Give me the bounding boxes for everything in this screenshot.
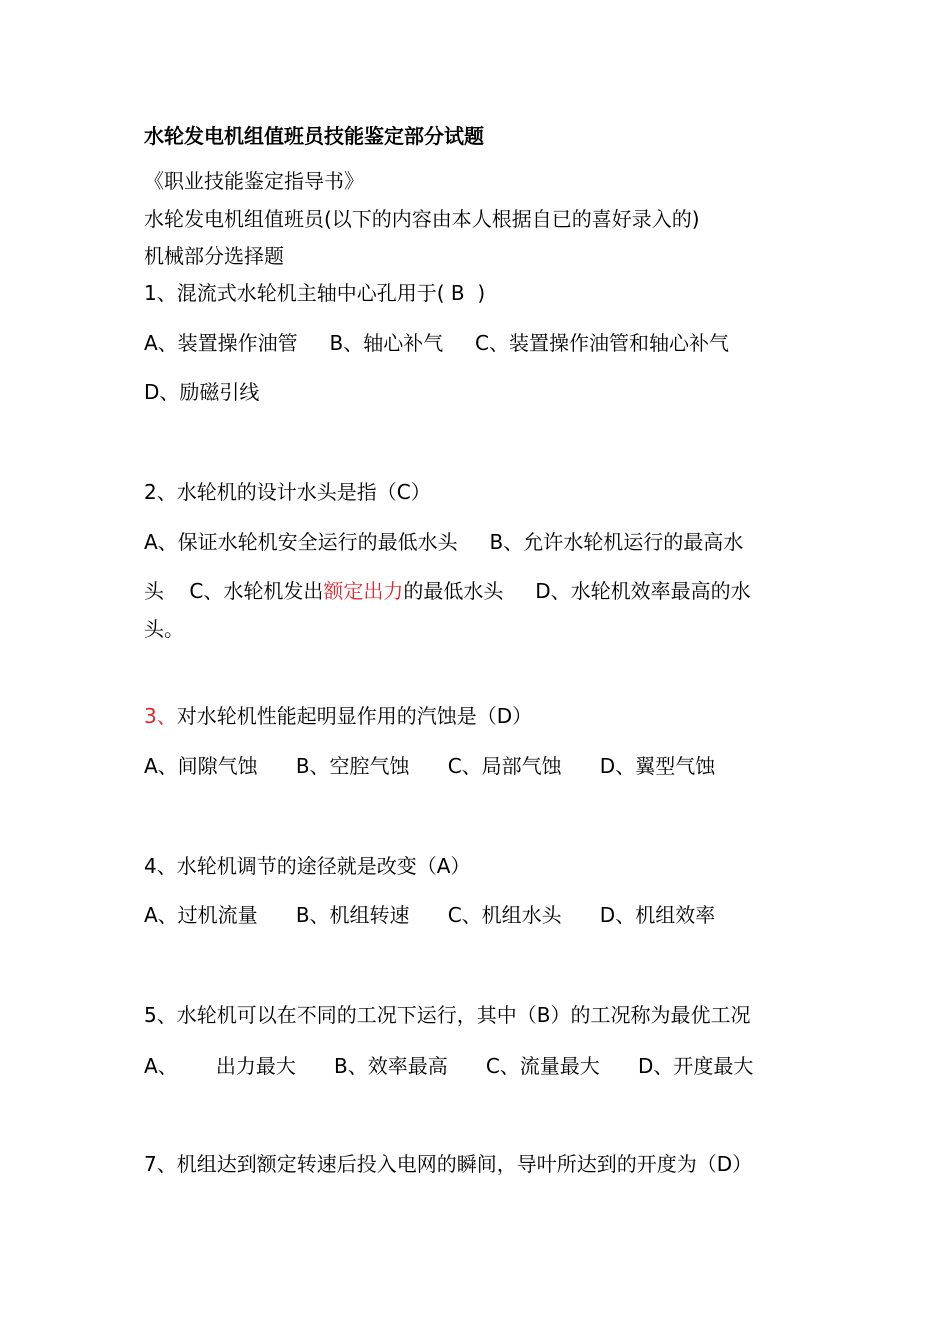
question-options: D、励磁引线 xyxy=(144,380,260,404)
option-text: 头 C、水轮机发出 xyxy=(144,579,324,603)
question-options: A、装置操作油管 B、轴心补气 C、装置操作油管和轴心补气 xyxy=(144,331,729,355)
book-title: 《职业技能鉴定指导书》 xyxy=(144,169,364,193)
question-stem: 4、水轮机调节的途径就是改变（A） xyxy=(144,854,471,878)
question-options: A、间隙气蚀 B、空腔气蚀 C、局部气蚀 D、翼型气蚀 xyxy=(144,754,716,778)
section-heading: 机械部分选择题 xyxy=(144,244,284,268)
question-options: A、 出力最大 B、效率最高 C、流量最大 D、开度最大 xyxy=(144,1054,754,1078)
question-text: 对水轮机性能起明显作用的汽蚀是（D） xyxy=(176,704,533,728)
document-subtitle: 水轮发电机组值班员(以下的内容由本人根据自已的喜好录入的) xyxy=(144,207,700,231)
question-number: 3、 xyxy=(144,704,177,728)
option-text: 的最低水头 D、水轮机效率最高的水 xyxy=(403,579,751,603)
question-stem: 2、水轮机的设计水头是指（C） xyxy=(144,480,431,504)
question-stem xyxy=(144,702,532,730)
highlighted-term: 额定出力 xyxy=(323,579,404,603)
question-options: A、过机流量 B、机组转速 C、机组水头 D、机组效率 xyxy=(144,903,716,927)
question-options: 头。 xyxy=(144,617,184,641)
question-options xyxy=(144,577,751,605)
document-title: 水轮发电机组值班员技能鉴定部分试题 xyxy=(144,124,484,148)
question-stem: 5、水轮机可以在不同的工况下运行，其中（B）的工况称为最优工况 xyxy=(144,1003,751,1027)
question-stem: 1、混流式水轮机主轴中心孔用于( B ) xyxy=(144,281,486,305)
question-stem: 7、机组达到额定转速后投入电网的瞬间，导叶所达到的开度为（D） xyxy=(144,1152,753,1176)
question-options: A、保证水轮机安全运行的最低水头 B、允许水轮机运行的最高水 xyxy=(144,530,744,554)
